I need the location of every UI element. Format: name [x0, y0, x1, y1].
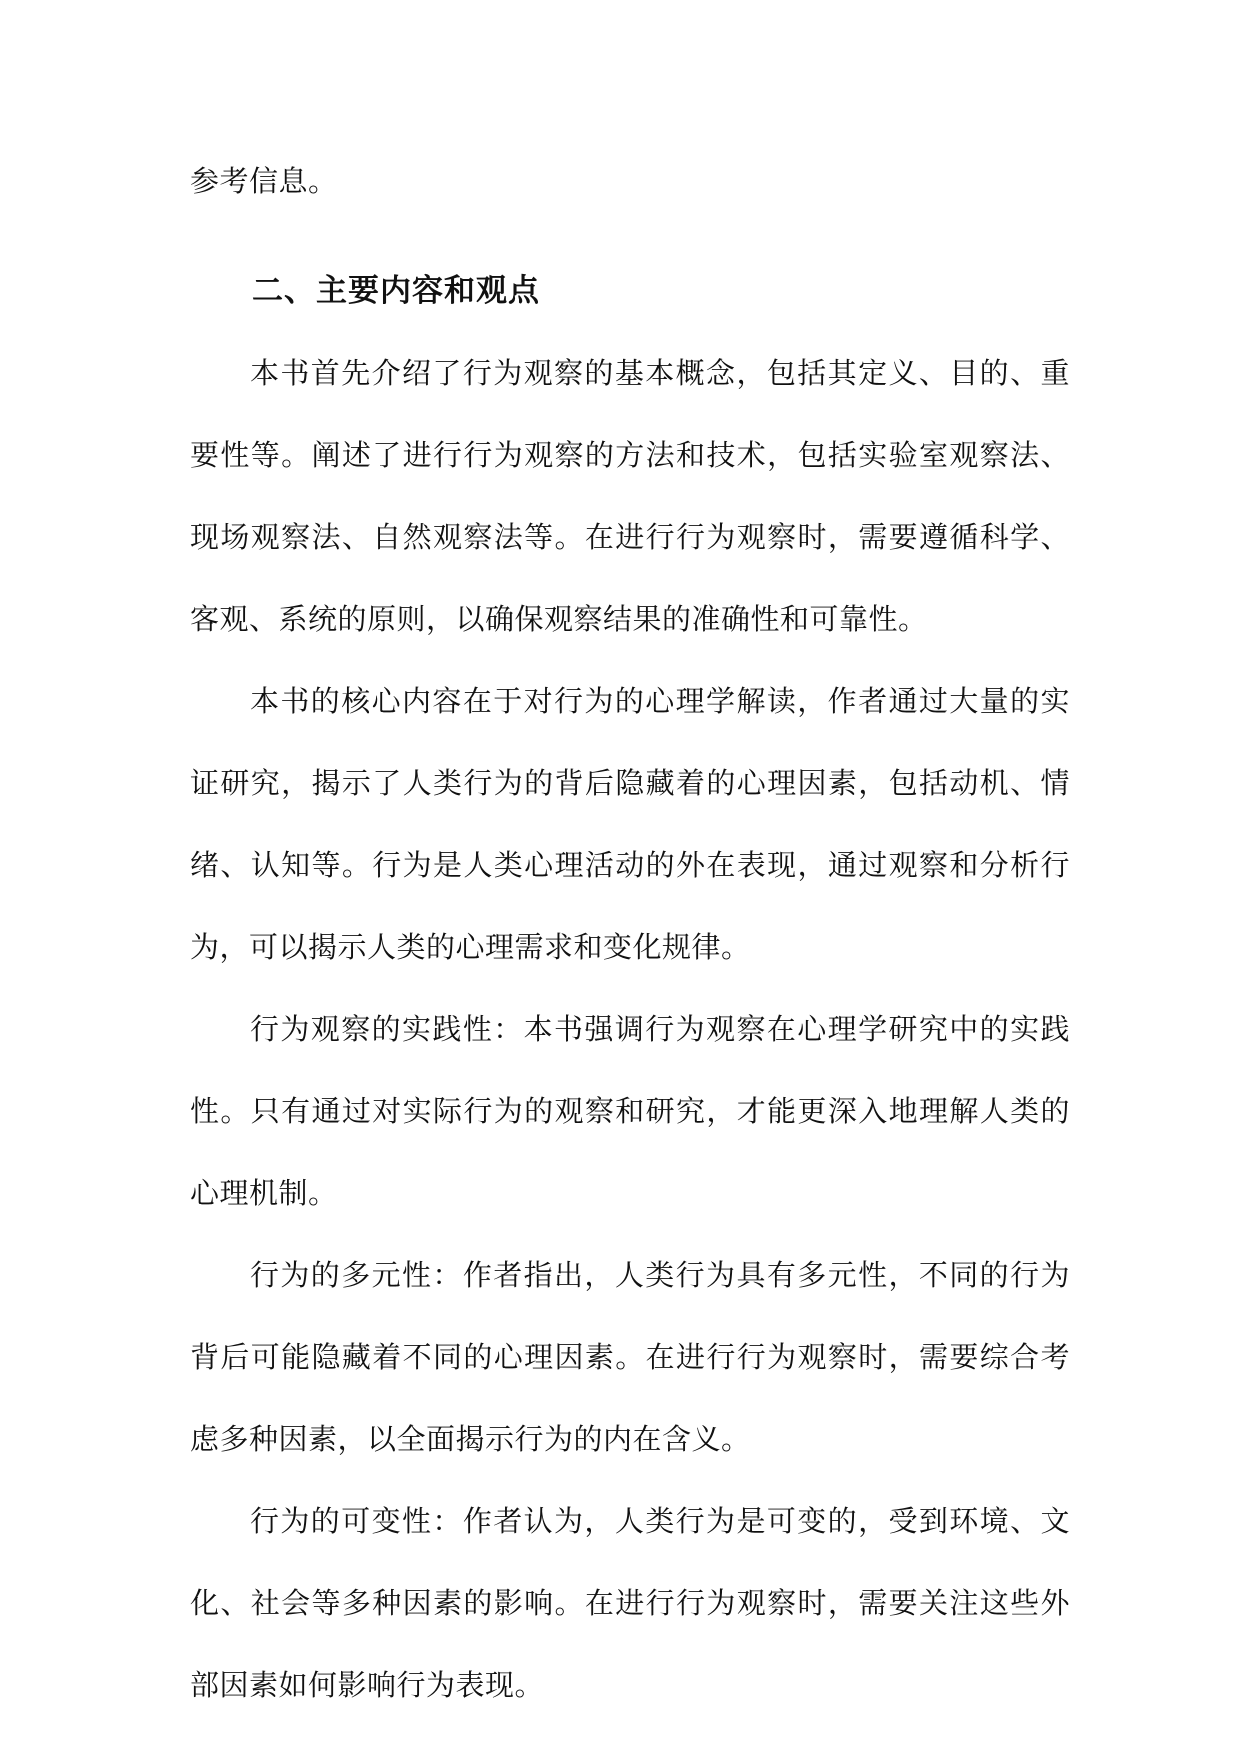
paragraph-core-content: 本书的核心内容在于对行为的心理学解读，作者通过大量的实证研究，揭示了人类行为的背后隐藏着的心理因素，包括动机、情绪、认知等。行为是人类心理活动的外在表现，通过观察和分析行为，可以揭示人类的心理需求和变化规律。 — [190, 684, 1070, 964]
intro-tail-text: 参考信息。 — [190, 164, 338, 198]
section-heading: 二、主要内容和观点 — [252, 273, 540, 309]
paragraph-basic-concepts: 本书首先介绍了行为观察的基本概念，包括其定义、目的、重要性等。阐述了进行行为观察的方法和技术，包括实验室观察法、现场观察法、自然观察法等。在进行行为观察时，需要遵循科学、客观、系统的原则，以确保观察结果的准确性和可靠性。 — [190, 356, 1070, 636]
page-content — [190, 140, 1070, 1726]
paragraph-practicality: 行为观察的实践性：本书强调行为观察在心理学研究中的实践性。只有通过对实际行为的观察和研究，才能更深入地理解人类的心理机制。 — [190, 1012, 1070, 1210]
paragraph-variability: 行为的可变性：作者认为，人类行为是可变的，受到环境、文化、社会等多种因素的影响。在进行行为观察时，需要关注这些外部因素如何影响行为表现。 — [190, 1504, 1070, 1702]
paragraph-diversity: 行为的多元性：作者指出，人类行为具有多元性，不同的行为背后可能隐藏着不同的心理因素。在进行行为观察时，需要综合考虑多种因素，以全面揭示行为的内在含义。 — [190, 1258, 1070, 1456]
